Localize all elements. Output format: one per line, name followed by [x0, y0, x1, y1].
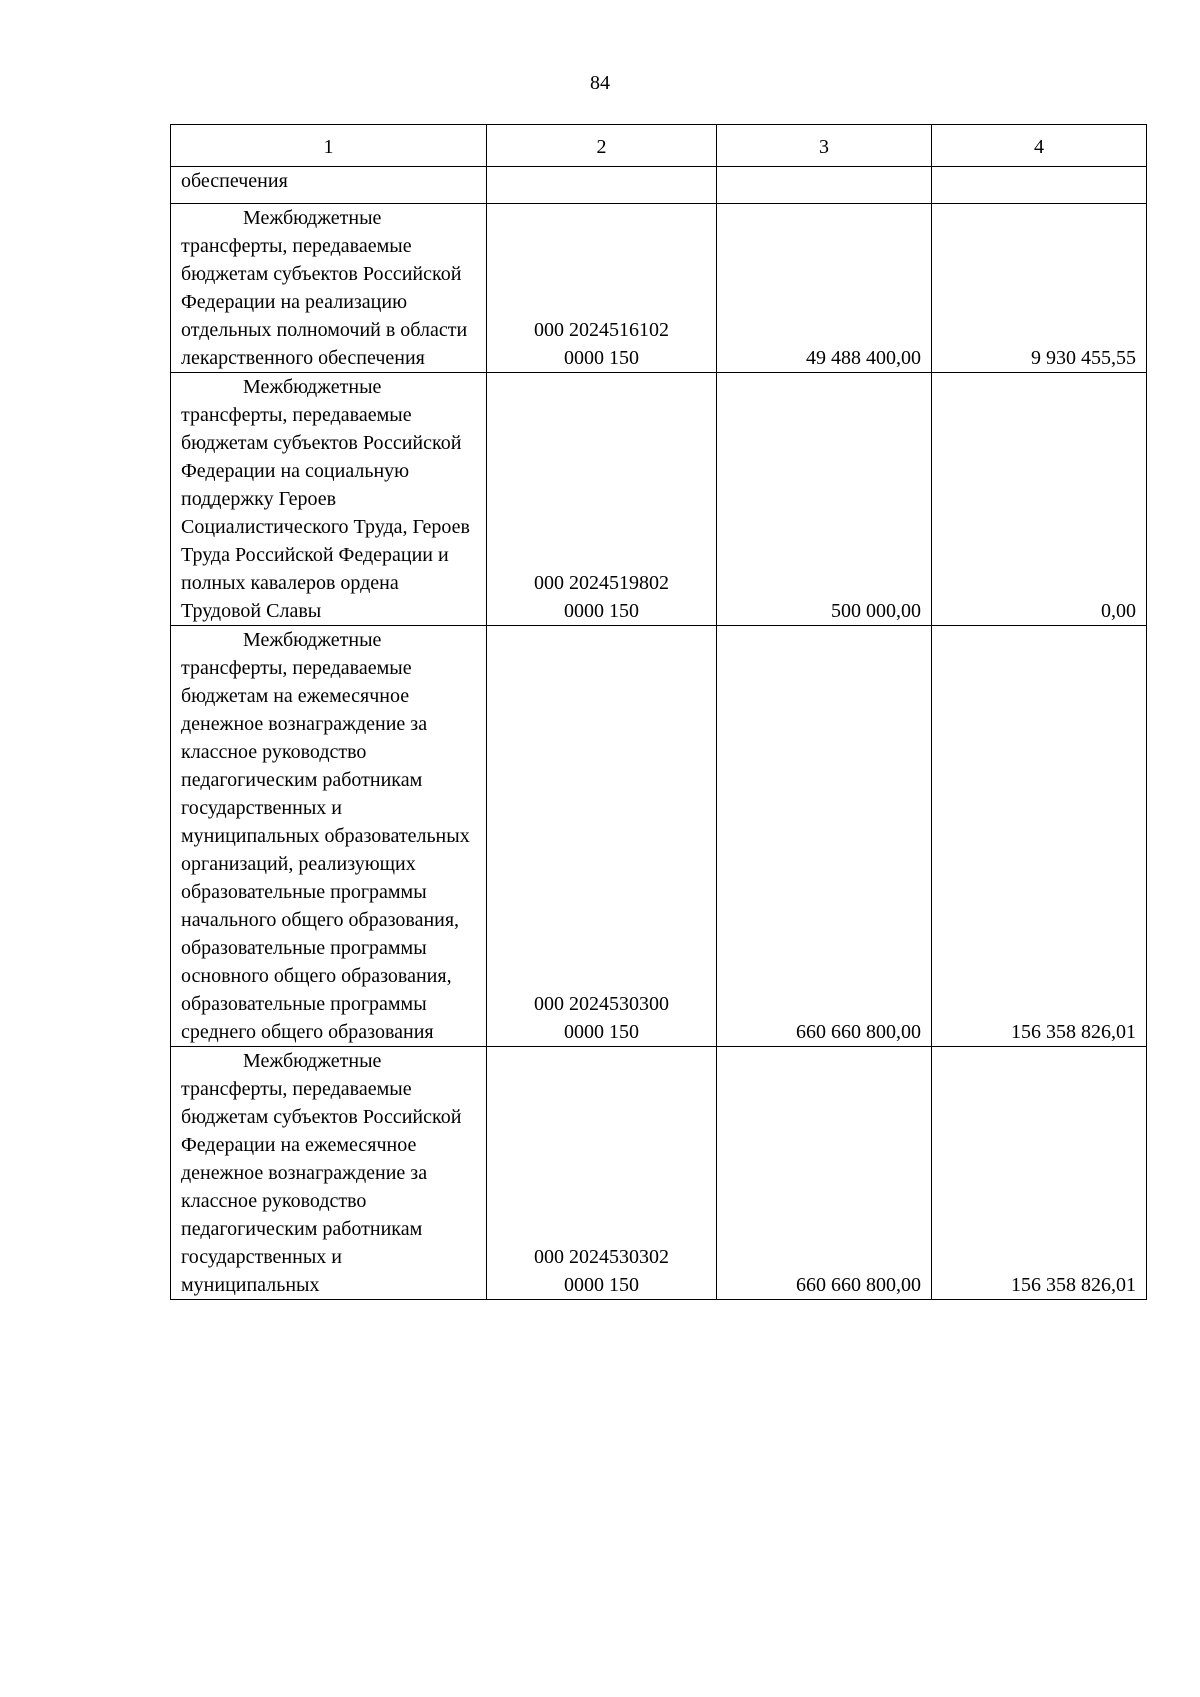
row-code: [487, 1047, 717, 1300]
row-code-line1: 000 2024519802: [534, 572, 669, 594]
row-code: [487, 204, 717, 373]
row-name: Межбюджетные трансферты, передаваемые бюджетам на ежемесячное денежное вознаграждение за классное руководство педагогическим работникам государственных и муниципальных образовательных организаций, реализующих образовательные программы начального общего образования, образовательные программы основного общего образования, образовательные программы среднего общего образования: [171, 626, 487, 1047]
row-code-line2: 0000 150: [564, 347, 639, 369]
table-row: [171, 167, 1147, 204]
budget-table: [170, 124, 1147, 1300]
row-col3: 500 000,00: [717, 373, 932, 626]
row-code-line2: 0000 150: [564, 600, 639, 622]
row-col4: [932, 167, 1147, 204]
row-col4: 156 358 826,01: [932, 1047, 1147, 1300]
row-code: [487, 373, 717, 626]
row-col4: 9 930 455,55: [932, 204, 1147, 373]
row-col3: 49 488 400,00: [717, 204, 932, 373]
row-code-line1: 000 2024530300: [534, 993, 669, 1015]
table-row: [171, 1047, 1147, 1300]
column-header-1: 1: [171, 125, 487, 167]
row-col4: 156 358 826,01: [932, 626, 1147, 1047]
table-row: [171, 626, 1147, 1047]
column-header-4: 4: [932, 125, 1147, 167]
row-code-line1: 000 2024530302: [534, 1246, 669, 1268]
row-code-line2: 0000 150: [564, 1021, 639, 1043]
table-header-row: [171, 125, 1147, 167]
row-code: [487, 626, 717, 1047]
row-name: Межбюджетные трансферты, передаваемые бюджетам субъектов Российской Федерации на реализацию отдельных полномочий в области лекарственного обеспечения: [171, 204, 487, 373]
row-name: Межбюджетные трансферты, передаваемые бюджетам субъектов Российской Федерации на ежемесячное денежное вознаграждение за классное руководство педагогическим работникам государственных и муниципальных: [171, 1047, 487, 1300]
row-code-line1: 000 2024516102: [534, 319, 669, 341]
row-code: [487, 167, 717, 204]
row-name: обеспечения: [171, 167, 487, 204]
table-row: [171, 373, 1147, 626]
row-code-line2: 0000 150: [564, 1274, 639, 1296]
column-header-2: 2: [487, 125, 717, 167]
row-name: Межбюджетные трансферты, передаваемые бюджетам субъектов Российской Федерации на социальную поддержку Героев Социалистического Труда, Героев Труда Российской Федерации и полных кавалеров ордена Трудовой Славы: [171, 373, 487, 626]
row-col3: 660 660 800,00: [717, 626, 932, 1047]
row-col3: 660 660 800,00: [717, 1047, 932, 1300]
table-row: [171, 204, 1147, 373]
row-col3: [717, 167, 932, 204]
column-header-3: 3: [717, 125, 932, 167]
row-col4: 0,00: [932, 373, 1147, 626]
page-number: 84: [590, 72, 610, 94]
